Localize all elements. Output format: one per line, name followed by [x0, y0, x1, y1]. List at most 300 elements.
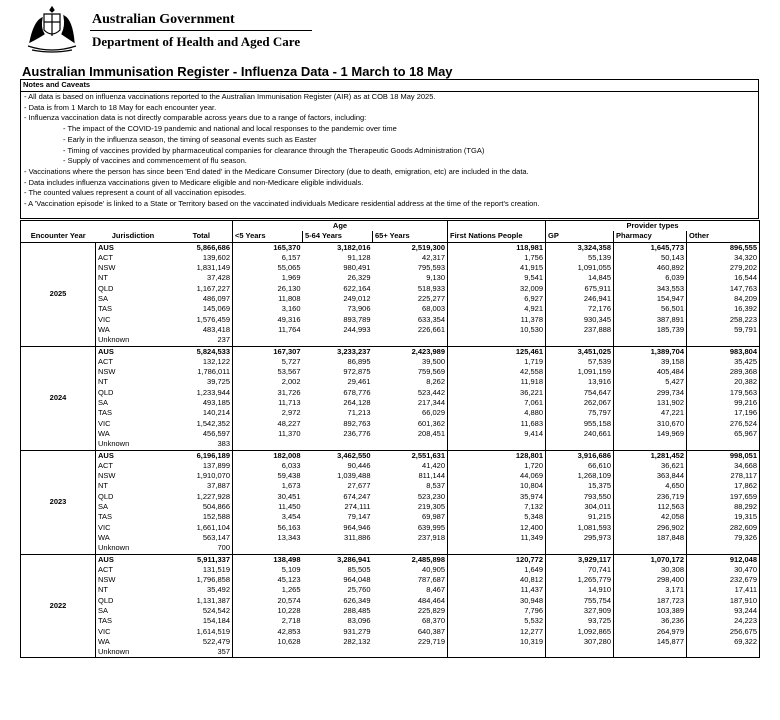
value-cell: 278,117	[687, 471, 760, 481]
value-cell: 256,675	[687, 627, 760, 637]
value-cell: 34,320	[687, 253, 760, 263]
value-cell: 154,947	[614, 294, 687, 304]
value-cell: 219,305	[417, 502, 445, 512]
value-cell	[373, 335, 448, 346]
value-cell: 1,661,104	[196, 522, 230, 532]
value-cell: 79,326	[687, 533, 760, 543]
jurisdiction-cell: Unknown	[96, 335, 171, 346]
value-cell: 229,719	[417, 636, 445, 646]
jurisdiction-cell: TAS	[96, 408, 171, 418]
value-cell: 640,387	[417, 626, 445, 636]
value-cell: 998,051	[687, 450, 760, 461]
note-line: - Data includes influenza vaccinations given to Medicare eligible and non-Medicare eligible individuals.	[24, 177, 364, 187]
value-cell	[448, 647, 546, 658]
value-cell: 12,277	[448, 627, 546, 637]
value-cell: 56,501	[614, 304, 687, 314]
jurisdiction-cell: NSW	[96, 263, 171, 273]
value-cell: 103,389	[614, 606, 687, 616]
value-cell: 182,008	[233, 450, 303, 461]
table-row	[21, 616, 760, 626]
value-cell: 59,438	[233, 471, 303, 481]
value-cell: 343,553	[614, 284, 687, 294]
value-cell: 32,009	[448, 284, 546, 294]
value-cell: 24,223	[687, 616, 760, 626]
value-cell: 3,182,016	[337, 242, 371, 252]
government-name: Australian Government	[92, 12, 235, 27]
value-cell: 11,349	[448, 533, 546, 543]
value-cell: 298,400	[614, 575, 687, 585]
value-cell: 187,910	[687, 596, 760, 606]
value-cell: 14,910	[546, 585, 614, 595]
value-cell: 91,128	[347, 252, 371, 262]
value-cell: 6,039	[614, 273, 687, 283]
value-cell: 237	[171, 335, 233, 346]
value-cell: 66,610	[546, 461, 614, 471]
value-cell: 69,987	[422, 512, 445, 522]
value-cell	[373, 543, 448, 554]
value-cell: 1,756	[448, 253, 546, 263]
value-cell: 88,292	[687, 502, 760, 512]
value-cell: 13,916	[546, 377, 614, 387]
value-cell: 75,797	[546, 408, 614, 418]
value-cell: 1,969	[233, 273, 303, 283]
jurisdiction-cell: VIC	[96, 419, 171, 429]
value-cell: 131,519	[202, 564, 230, 574]
value-cell: 622,164	[343, 283, 371, 293]
value-cell: 9,130	[426, 273, 445, 283]
value-cell: 518,933	[417, 283, 445, 293]
value-cell: 1,092,865	[546, 627, 614, 637]
table-row	[21, 357, 760, 367]
note-line: - The impact of the COVID-19 pandemic and national and local responses to the pandemic over time	[63, 124, 397, 134]
jurisdiction-cell: AUS	[96, 346, 171, 357]
value-cell: 307,280	[546, 637, 614, 647]
table-row	[21, 533, 760, 543]
value-cell: 39,500	[422, 356, 445, 366]
value-cell: 5,866,686	[196, 242, 230, 252]
value-cell: 20,382	[687, 377, 760, 387]
jurisdiction-cell: VIC	[96, 315, 171, 325]
value-cell: 93,725	[546, 616, 614, 626]
value-cell: 66,029	[422, 408, 445, 418]
jurisdiction-header: Jurisdiction	[96, 231, 171, 242]
value-cell: 912,048	[687, 554, 760, 565]
value-cell: 10,319	[448, 637, 546, 647]
value-cell: 310,670	[614, 419, 687, 429]
value-cell: 147,763	[687, 284, 760, 294]
value-cell: 11,370	[233, 429, 303, 439]
value-cell	[233, 439, 303, 450]
value-cell: 217,344	[417, 398, 445, 408]
value-cell: 980,491	[343, 263, 371, 273]
value-cell: 86,895	[347, 356, 371, 366]
note-line: - Data is from 1 March to 18 May for each encounter year.	[24, 102, 217, 112]
jurisdiction-cell: SA	[96, 294, 171, 304]
table-row	[21, 575, 760, 585]
value-cell	[448, 543, 546, 554]
table-row	[21, 492, 760, 502]
value-cell: 167,307	[233, 346, 303, 357]
value-cell: 140,214	[202, 408, 230, 418]
value-cell: 232,679	[687, 575, 760, 585]
jurisdiction-cell: QLD	[96, 284, 171, 294]
jurisdiction-cell: AUS	[96, 554, 171, 565]
value-cell: 456,597	[202, 428, 230, 438]
note-line: - Early in the influenza season, the timing of seasonal events such as Easter	[63, 134, 317, 144]
encounter-year-cell: 2023	[21, 450, 96, 554]
department-name: Department of Health and Aged Care	[92, 34, 301, 49]
jurisdiction-cell: NT	[96, 273, 171, 283]
value-cell	[546, 543, 614, 554]
value-cell: 65,967	[687, 429, 760, 439]
value-cell: 983,804	[687, 346, 760, 357]
value-cell: 19,315	[687, 512, 760, 522]
jurisdiction-cell: Unknown	[96, 647, 171, 658]
value-cell: 7,061	[448, 398, 546, 408]
value-cell	[303, 543, 373, 554]
value-cell: 53,567	[233, 367, 303, 377]
value-cell: 6,927	[448, 294, 546, 304]
note-line: - All data is based on influenza vaccinations reported to the Australian Immunisation Register (AIR) as at COB 18 May 2025.	[24, 92, 436, 101]
value-cell: 42,317	[422, 252, 445, 262]
jurisdiction-cell: NT	[96, 481, 171, 491]
value-cell: 154,184	[202, 616, 230, 626]
value-cell: 57,539	[546, 357, 614, 367]
value-cell: 289,368	[687, 367, 760, 377]
table-row	[21, 419, 760, 429]
value-cell: 149,969	[614, 429, 687, 439]
value-cell: 7,132	[448, 502, 546, 512]
table-row	[21, 325, 760, 335]
value-cell: 56,163	[233, 523, 303, 533]
value-cell: 524,542	[202, 605, 230, 615]
value-cell: 5,109	[233, 565, 303, 575]
under5-header: <5 Years	[233, 231, 303, 242]
value-cell: 125,461	[448, 346, 546, 357]
value-cell: 79,147	[347, 512, 371, 522]
value-cell: 279,202	[687, 263, 760, 273]
value-cell: 39,158	[614, 357, 687, 367]
value-cell: 1,265	[233, 585, 303, 595]
value-cell	[448, 335, 546, 346]
value-cell: 35,425	[687, 357, 760, 367]
jurisdiction-cell: QLD	[96, 492, 171, 502]
jurisdiction-cell: VIC	[96, 627, 171, 637]
value-cell: 25,760	[347, 585, 371, 595]
jurisdiction-cell: NSW	[96, 575, 171, 585]
value-cell: 2,519,300	[411, 242, 445, 252]
value-cell: 5,427	[614, 377, 687, 387]
value-cell: 276,524	[687, 419, 760, 429]
value-cell: 27,677	[347, 481, 371, 491]
value-cell: 246,941	[546, 294, 614, 304]
value-cell: 8,262	[426, 377, 445, 387]
value-cell: 3,454	[233, 512, 303, 522]
value-cell: 11,808	[233, 294, 303, 304]
encounter-year-cell: 2025	[21, 242, 96, 346]
jurisdiction-cell: NSW	[96, 471, 171, 481]
age5-64-header: 5-64 Years	[303, 231, 373, 242]
value-cell: 179,563	[687, 388, 760, 398]
value-cell: 139,602	[202, 252, 230, 262]
value-cell: 405,484	[614, 367, 687, 377]
value-cell: 11,683	[448, 419, 546, 429]
value-cell: 132,122	[202, 356, 230, 366]
table-row	[21, 398, 760, 408]
value-cell: 754,647	[546, 388, 614, 398]
value-cell: 793,550	[546, 492, 614, 502]
value-cell: 36,221	[448, 388, 546, 398]
value-cell: 16,544	[687, 273, 760, 283]
value-cell: 187,848	[614, 533, 687, 543]
value-cell: 47,221	[614, 408, 687, 418]
value-cell: 1,167,227	[196, 283, 230, 293]
value-cell: 3,286,941	[337, 554, 371, 564]
value-cell: 1,039,488	[337, 471, 371, 481]
value-cell	[373, 647, 448, 658]
table-row	[21, 439, 760, 450]
value-cell: 383	[171, 439, 233, 450]
value-cell	[614, 647, 687, 658]
value-cell: 484,464	[417, 595, 445, 605]
value-cell: 1,720	[448, 461, 546, 471]
note-line: - Timing of vaccines provided by pharmaceutical companies for clearance through the Therapeutic Goods Administration (TGA)	[63, 145, 485, 155]
value-cell: 187,723	[614, 596, 687, 606]
value-cell: 26,130	[233, 284, 303, 294]
total-header: Total	[171, 231, 233, 242]
value-cell: 90,446	[347, 460, 371, 470]
jurisdiction-cell: TAS	[96, 304, 171, 314]
value-cell: 892,763	[343, 418, 371, 428]
value-cell: 3,929,117	[546, 554, 614, 565]
note-line: - Supply of vaccines and commencement of flu season.	[63, 156, 247, 166]
value-cell: 35,492	[207, 585, 230, 595]
table-row	[21, 565, 760, 575]
jurisdiction-cell: ACT	[96, 357, 171, 367]
value-cell: 964,048	[343, 575, 371, 585]
table-row	[21, 627, 760, 637]
value-cell: 2,423,989	[411, 346, 445, 356]
value-cell: 8,537	[426, 481, 445, 491]
value-cell	[373, 439, 448, 450]
value-cell: 1,070,172	[614, 554, 687, 565]
table-row	[21, 596, 760, 606]
jurisdiction-cell: AUS	[96, 450, 171, 461]
note-line: - The counted values represent a count of all vaccination episodes.	[24, 188, 247, 198]
value-cell: 1,576,459	[196, 314, 230, 324]
value-cell: 674,247	[343, 491, 371, 501]
value-cell	[546, 439, 614, 450]
value-cell: 120,772	[448, 554, 546, 565]
value-cell: 1,645,773	[614, 242, 687, 253]
value-cell: 15,375	[546, 481, 614, 491]
table-row	[21, 294, 760, 304]
jurisdiction-cell: QLD	[96, 596, 171, 606]
table-row	[21, 637, 760, 647]
value-cell: 99,216	[687, 398, 760, 408]
value-cell: 930,345	[546, 315, 614, 325]
jurisdiction-cell: Unknown	[96, 543, 171, 554]
table-row	[21, 606, 760, 616]
value-cell: 185,739	[614, 325, 687, 335]
jurisdiction-cell: SA	[96, 606, 171, 616]
value-cell: 236,719	[614, 492, 687, 502]
header-divider	[90, 30, 312, 31]
jurisdiction-cell: SA	[96, 502, 171, 512]
value-cell: 10,228	[233, 606, 303, 616]
value-cell: 128,801	[448, 450, 546, 461]
value-cell: 1,542,352	[196, 418, 230, 428]
value-cell: 1,091,159	[546, 367, 614, 377]
table-row	[21, 585, 760, 595]
value-cell: 262,067	[546, 398, 614, 408]
value-cell: 2,718	[233, 616, 303, 626]
value-cell: 759,569	[417, 367, 445, 377]
value-cell: 6,196,189	[196, 450, 230, 460]
table-row	[21, 450, 760, 461]
value-cell: 387,891	[614, 315, 687, 325]
value-cell: 44,069	[448, 471, 546, 481]
value-cell: 1,786,011	[197, 367, 230, 377]
value-cell: 68,370	[422, 616, 445, 626]
value-cell: 30,308	[614, 565, 687, 575]
value-cell: 10,628	[233, 637, 303, 647]
jurisdiction-cell: VIC	[96, 523, 171, 533]
encounter-year-header: Encounter Year	[21, 231, 96, 242]
jurisdiction-cell: QLD	[96, 388, 171, 398]
value-cell: 85,505	[347, 564, 371, 574]
notes-heading: Notes and Caveats	[21, 80, 758, 92]
value-cell: 152,588	[202, 512, 230, 522]
value-cell: 893,789	[343, 314, 371, 324]
value-cell: 523,442	[417, 387, 445, 397]
value-cell: 363,844	[614, 471, 687, 481]
value-cell: 1,265,779	[546, 575, 614, 585]
jurisdiction-cell: SA	[96, 398, 171, 408]
value-cell: 39,725	[207, 377, 230, 387]
value-cell: 16,392	[687, 304, 760, 314]
value-cell: 11,378	[448, 315, 546, 325]
value-cell: 1,081,593	[546, 523, 614, 533]
encounter-year-cell: 2022	[21, 554, 96, 658]
table-row	[21, 335, 760, 346]
note-line: - Vaccinations where the person has since been 'End dated' in the Medicare Consumer Directory (due to death, emigration, etc) are included in the data.	[24, 166, 529, 176]
value-cell: 6,157	[233, 253, 303, 263]
value-cell: 226,661	[417, 324, 445, 334]
value-cell: 84,209	[687, 294, 760, 304]
value-cell: 282,609	[687, 523, 760, 533]
table-row	[21, 543, 760, 554]
value-cell: 327,909	[546, 606, 614, 616]
value-cell: 55,065	[233, 263, 303, 273]
gp-header: GP	[546, 231, 614, 242]
value-cell: 258,223	[687, 315, 760, 325]
value-cell: 137,899	[202, 460, 230, 470]
value-cell: 5,824,533	[196, 346, 230, 356]
value-cell: 639,995	[417, 522, 445, 532]
jurisdiction-cell: TAS	[96, 616, 171, 626]
value-cell: 3,233,237	[337, 346, 371, 356]
value-cell	[687, 335, 760, 346]
value-cell: 2,551,631	[411, 450, 445, 460]
value-cell: 3,324,358	[546, 242, 614, 253]
value-cell: 700	[171, 543, 233, 554]
jurisdiction-cell: WA	[96, 637, 171, 647]
value-cell: 523,230	[417, 491, 445, 501]
table-row	[21, 461, 760, 471]
value-cell: 486,097	[202, 294, 230, 304]
value-cell: 787,687	[417, 575, 445, 585]
value-cell: 5,727	[233, 357, 303, 367]
value-cell: 3,451,025	[546, 346, 614, 357]
value-cell: 1,227,928	[196, 491, 230, 501]
value-cell: 964,946	[343, 522, 371, 532]
table-row	[21, 242, 760, 253]
value-cell: 4,880	[448, 408, 546, 418]
table-row	[21, 377, 760, 387]
value-cell	[448, 439, 546, 450]
jurisdiction-cell: NT	[96, 585, 171, 595]
value-cell: 2,002	[233, 377, 303, 387]
influenza-data-table	[20, 220, 760, 658]
table-row	[21, 273, 760, 283]
value-cell: 504,866	[202, 502, 230, 512]
value-cell: 37,887	[207, 481, 230, 491]
value-cell: 50,143	[614, 253, 687, 263]
value-cell: 1,831,149	[196, 263, 230, 273]
jurisdiction-cell: WA	[96, 325, 171, 335]
value-cell: 40,905	[422, 564, 445, 574]
value-cell: 93,244	[687, 606, 760, 616]
value-cell: 240,661	[546, 429, 614, 439]
notes-panel	[20, 79, 759, 219]
value-cell: 236,776	[343, 428, 371, 438]
provider-group-header: Provider types	[546, 221, 760, 232]
encounter-year-cell: 2024	[21, 346, 96, 450]
value-cell: 1,796,858	[196, 575, 230, 585]
value-cell: 17,196	[687, 408, 760, 418]
value-cell: 299,734	[614, 388, 687, 398]
value-cell: 118,981	[448, 242, 546, 253]
table-row	[21, 554, 760, 565]
value-cell: 10,804	[448, 481, 546, 491]
value-cell: 633,354	[417, 314, 445, 324]
value-cell: 357	[171, 647, 233, 658]
value-cell: 795,593	[417, 263, 445, 273]
value-cell: 34,668	[687, 461, 760, 471]
value-cell: 522,479	[202, 636, 230, 646]
value-cell: 11,713	[233, 398, 303, 408]
page-title: Australian Immunisation Register - Influenza Data - 1 March to 18 May	[22, 64, 453, 79]
value-cell: 3,160	[233, 304, 303, 314]
value-cell: 12,400	[448, 523, 546, 533]
table-row	[21, 523, 760, 533]
value-cell: 69,322	[687, 637, 760, 647]
value-cell: 8,467	[426, 585, 445, 595]
table-row	[21, 284, 760, 294]
value-cell: 48,227	[233, 419, 303, 429]
value-cell	[614, 543, 687, 554]
value-cell: 1,910,070	[196, 471, 230, 481]
value-cell: 36,621	[614, 461, 687, 471]
table-row	[21, 346, 760, 357]
value-cell: 4,921	[448, 304, 546, 314]
jurisdiction-cell: WA	[96, 533, 171, 543]
value-cell	[614, 439, 687, 450]
note-line: - A 'Vaccination episode' is linked to a State or Territory based on the vaccinated individuals Medicare residential address at the time of the report's creation.	[24, 199, 540, 209]
other-header: Other	[687, 231, 760, 242]
value-cell: 208,451	[417, 428, 445, 438]
